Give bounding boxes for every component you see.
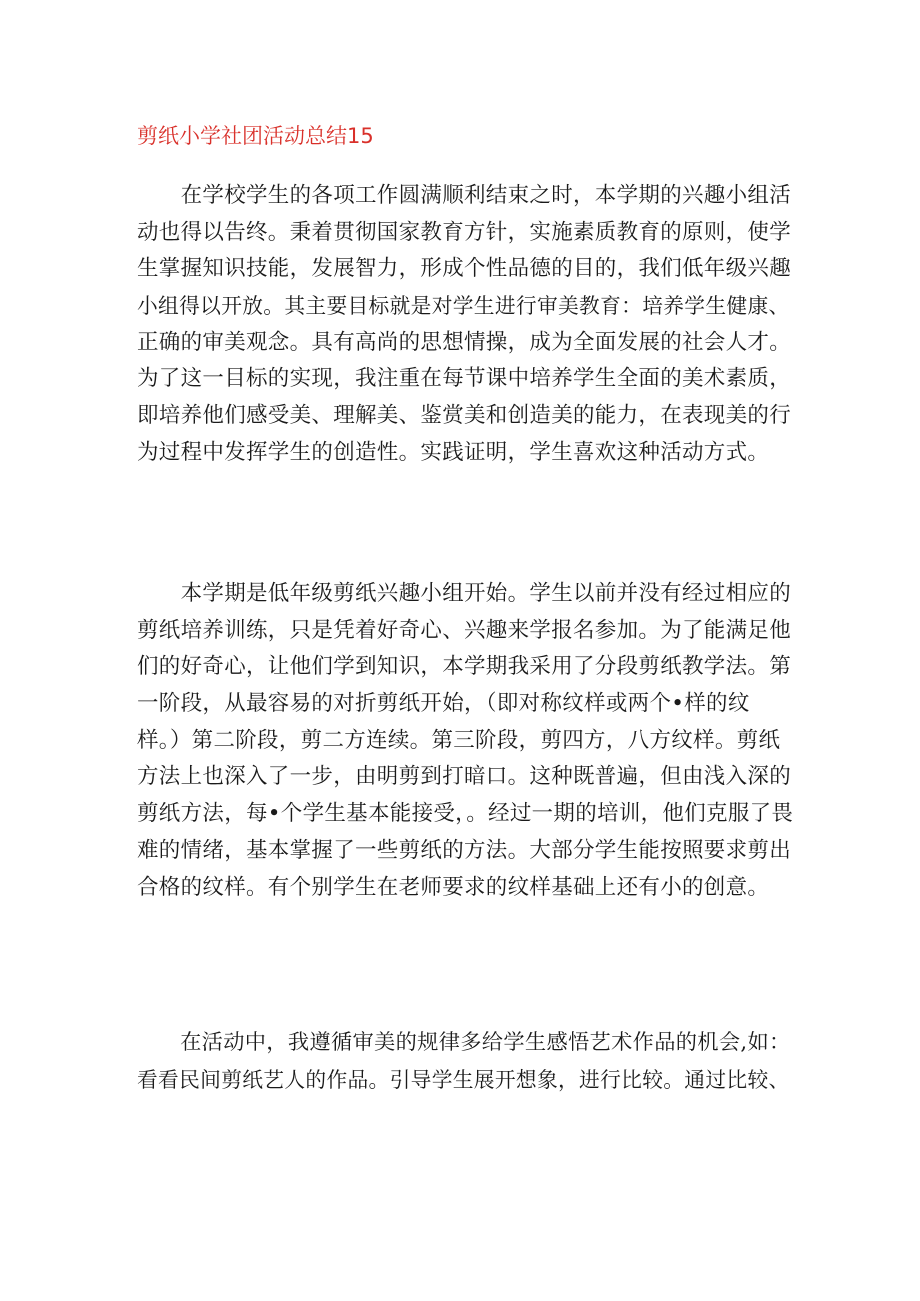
text-line: 为了这一目标的实现，我注重在每节课中培养学生全面的美术素质， xyxy=(137,366,792,392)
document-title: 剪纸小学社团活动总结15 xyxy=(137,124,374,148)
paragraph-3 xyxy=(137,1025,793,1098)
text-line: 即培养他们感受美、理解美、鉴赏美和创造美的能力，在表现美的行 xyxy=(137,403,792,429)
text-line: 样。）第二阶段，剪二方连续。第三阶段，剪四方，八方纹样。剪纸 xyxy=(137,727,781,753)
text-line: 动也得以告终。秉着贯彻国家教育方针，实施素质教育的原则，使学 xyxy=(137,219,792,245)
text-line: 在活动中，我遵循审美的规律多给学生感悟艺术作品的机会,如： xyxy=(137,1030,791,1055)
text-line: 一阶段，从最容易的对折剪纸开始，（即对称纹样或两个•样的纹 xyxy=(137,691,750,717)
text-line: 剪纸培养训练，只是凭着好奇心、兴趣来学报名参加。为了能满足他 xyxy=(137,617,792,643)
paragraph-1 xyxy=(137,178,793,472)
text-line: 方法上也深入了一步，由明剪到打暗口。这种既普遍，但由浅入深的 xyxy=(137,764,792,790)
paragraph-2 xyxy=(137,576,793,906)
text-line: 本学期是低年级剪纸兴趣小组开始。学生以前并没有经过相应的 xyxy=(137,581,792,606)
text-line: 正确的审美观念。具有高尚的思想情操，成为全面发展的社会人才。 xyxy=(137,329,792,355)
text-line: 剪纸方法，每•个学生基本能接受，。经过一期的培训，他们克服了畏 xyxy=(137,801,794,827)
text-line: 们的好奇心，让他们学到知识，本学期我采用了分段剪纸教学法。第 xyxy=(137,654,792,680)
text-line: 在学校学生的各项工作圆满顺利结束之时，本学期的兴趣小组活 xyxy=(137,183,792,208)
text-line: 合格的纹样。有个别学生在老师要求的纹样基础上还有小的创意。 xyxy=(137,874,770,900)
text-line: 难的情绪，基本掌握了一些剪纸的方法。大部分学生能按照要求剪出 xyxy=(137,837,792,863)
text-line: 生掌握知识技能，发展智力，形成个性品德的目的，我们低年级兴趣 xyxy=(137,256,792,282)
text-line: 小组得以开放。其主要目标就是对学生进行审美教育：培养学生健康、 xyxy=(137,294,790,319)
text-line: 看看民间剪纸艺人的作品。引导学生展开想象，进行比较。通过比较、 xyxy=(137,1067,790,1092)
text-line: 为过程中发挥学生的创造性。实践证明，学生喜欢这种活动方式。 xyxy=(137,439,770,465)
